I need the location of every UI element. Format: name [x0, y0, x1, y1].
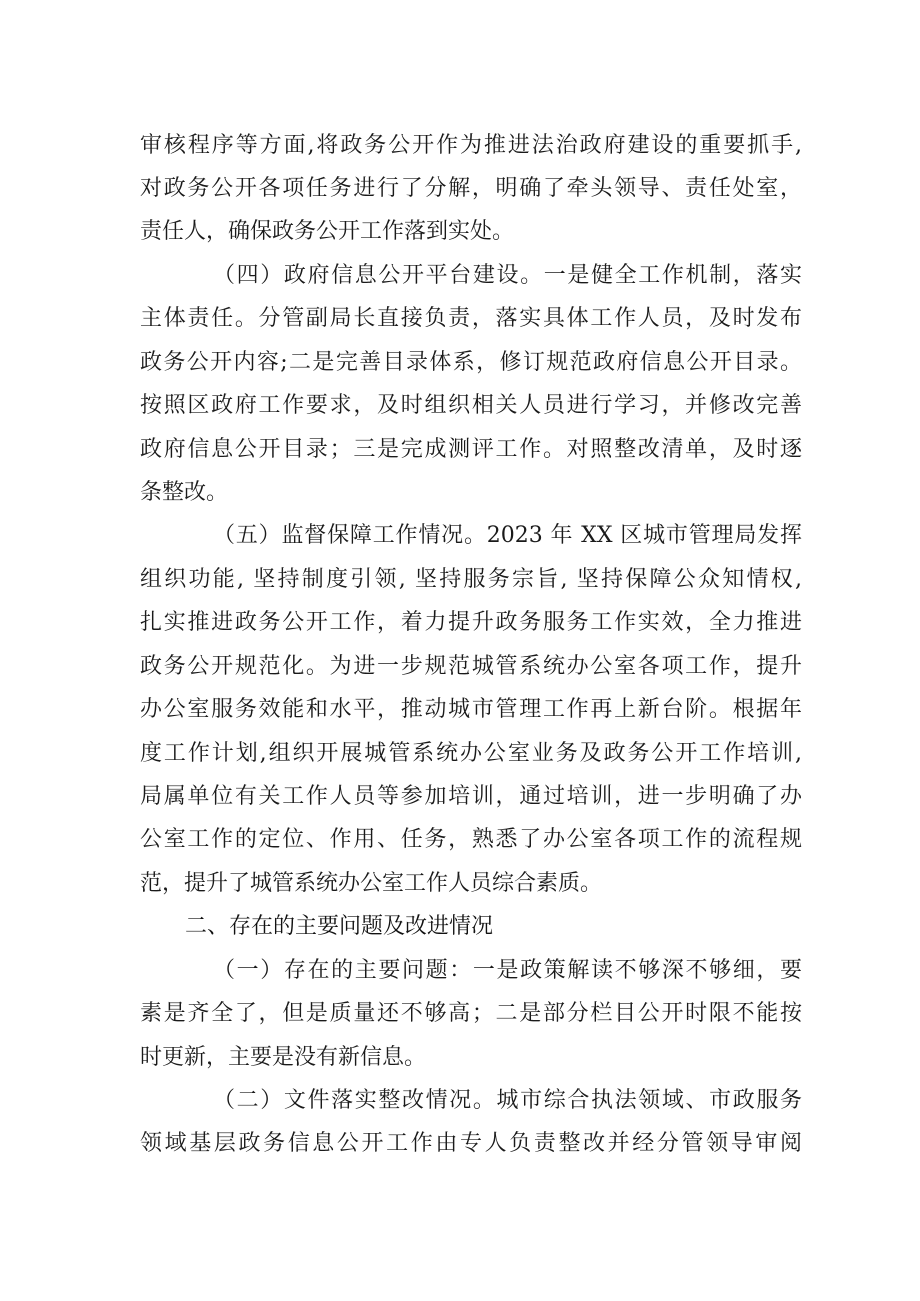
text-line: 范，提升了城管系统办公室工作人员综合素质。: [140, 871, 603, 896]
text-line: 政府信息公开目录；三是完成测评工作。对照整改清单，及时逐: [140, 437, 802, 462]
text-line: （一）存在的主要问题：一是政策解读不够深不够细，要: [213, 958, 802, 983]
text-line: （五）监督保障工作情况。2023 年 XX 区城市管理局发挥: [213, 523, 802, 548]
text-line: 对政务公开各项任务进行了分解，明确了牵头领导、责任处室，: [140, 176, 802, 201]
text-line: 条整改。: [140, 480, 229, 505]
text-line: 领域基层政务信息公开工作由专人负责整改并经分管领导审阅: [140, 1131, 802, 1156]
text-line: 政务公开规范化。为进一步规范城管系统办公室各项工作，提升: [140, 654, 802, 679]
text-line: 公室工作的定位、作用、任务，熟悉了办公室各项工作的流程规: [140, 827, 802, 852]
text-line: 按照区政府工作要求，及时组织相关人员进行学习，并修改完善: [140, 393, 802, 418]
text-line: 局属单位有关工作人员等参加培训，通过培训，进一步明确了办: [140, 784, 802, 809]
text-line: 时更新，主要是没有新信息。: [140, 1045, 427, 1070]
text-line: 度工作计划,组织开展城管系统办公室业务及政务公开工作培训,: [140, 741, 802, 766]
text-line: （四）政府信息公开平台建设。一是健全工作机制，落实: [213, 263, 802, 288]
text-line: 素是齐全了，但是质量还不够高；二是部分栏目公开时限不能按: [140, 1001, 802, 1026]
text-line: 扎实推进政务公开工作，着力提升政务服务工作实效，全力推进: [140, 610, 802, 635]
text-line: 责任人，确保政务公开工作落到实处。: [140, 219, 515, 244]
text-line: 办公室服务效能和水平，推动城市管理工作再上新台阶。根据年: [140, 697, 802, 722]
text-line: 主体责任。分管副局长直接负责，落实具体工作人员，及时发布: [140, 306, 802, 331]
text-line: 组织功能, 坚持制度引领, 坚持服务宗旨, 坚持保障公众知情权,: [140, 567, 802, 592]
text-line: 政务公开内容;二是完善目录体系，修订规范政府信息公开目录。: [140, 350, 802, 375]
text-line: 审核程序等方面,将政务公开作为推进法治政府建设的重要抓手,: [140, 133, 802, 158]
section-heading: 二、存在的主要问题及改进情况: [185, 914, 494, 939]
text-line: （二）文件落实整改情况。城市综合执法领域、市政服务: [213, 1088, 802, 1113]
